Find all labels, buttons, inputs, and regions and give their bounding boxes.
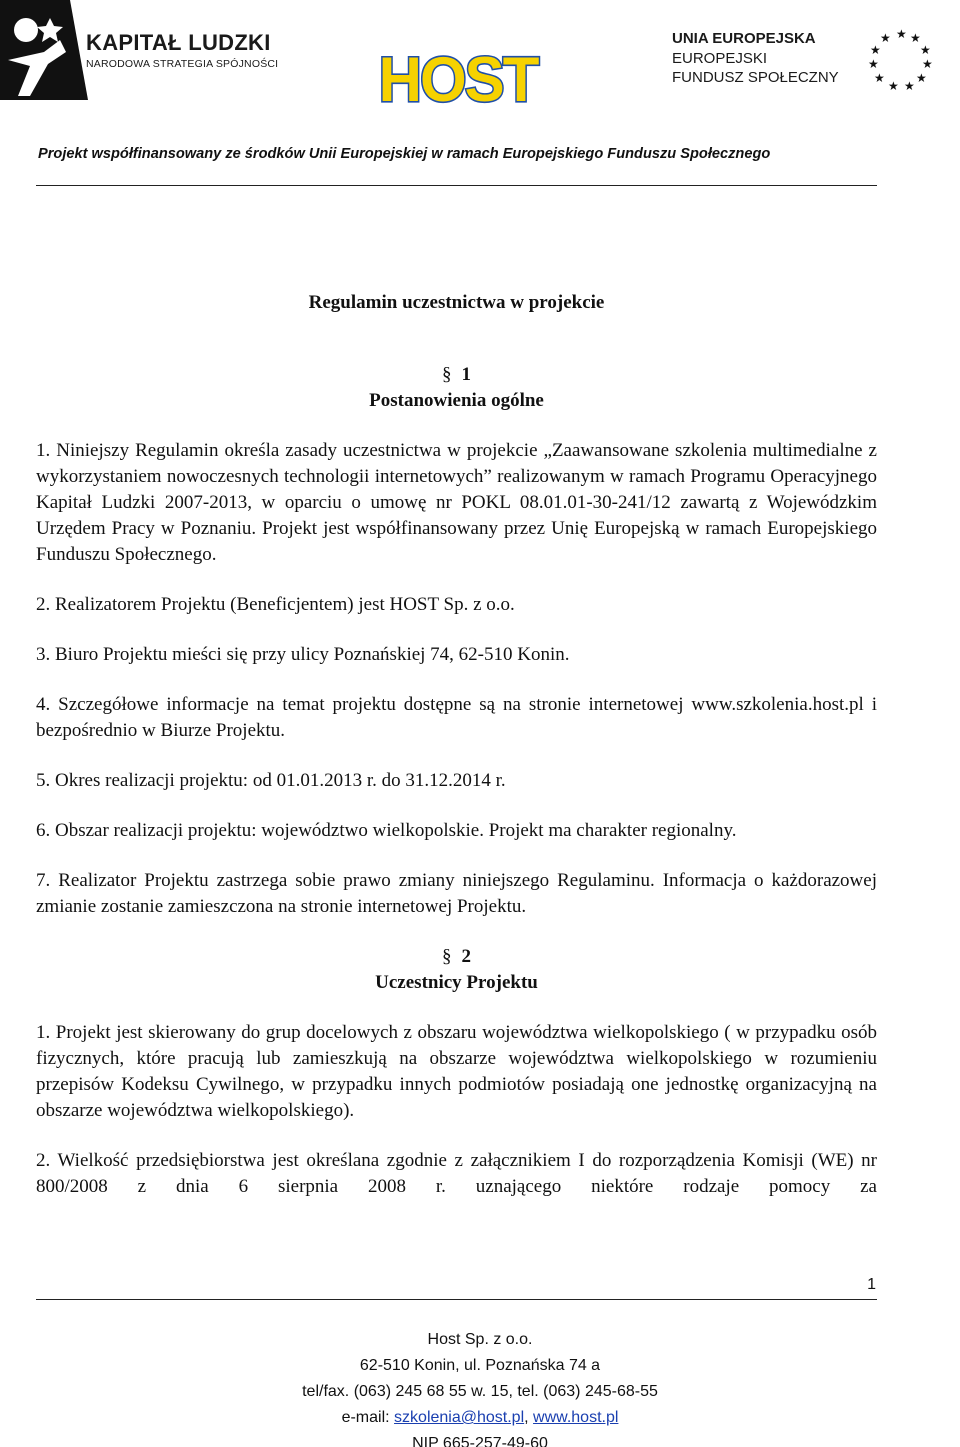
svg-text:★: ★ xyxy=(874,71,885,85)
section-1-paragraph: 1. Niniejszy Regulamin określa zasady uczestnictwa w projekcie „Zaawansowane szkolenia multimedialne z wykorzystaniem nowoczesnych technologii internetowych” realizowanym w ramach Programu Operacyjnego Kapitał Ludzki 2007-2013, w oparciu o umowę nr POKL 08.01.01-30-241/12 zawartą z Wojewódzkim Urzędem Pracy w Poznaniu. Projekt jest współfinansowany przez Unię Europejską w ramach Europejskiego Funduszu Społecznego. xyxy=(36,440,877,565)
svg-text:★: ★ xyxy=(904,79,915,92)
section-1-paragraph: 2. Realizatorem Projektu (Beneficjentem) jest HOST Sp. z o.o. xyxy=(36,594,515,615)
section-1-paragraph: 7. Realizator Projektu zastrzega sobie prawo zmiany niniejszego Regulaminu. Informacja o każdorazowej zmianie zostanie zamieszczona na stronie internetowej Projektu. xyxy=(36,870,877,917)
section-1-heading xyxy=(36,362,877,414)
section-1-paragraph: 4. Szczegółowe informacje na temat projektu dostępne są na stronie internetowej www.szkolenia.host.pl i bezpośrednio w Biurze Projektu. xyxy=(36,694,877,741)
kapital-ludzki-title: KAPITAŁ LUDZKI xyxy=(86,30,271,55)
section-1-paragraph: 6. Obszar realizacji projektu: województwo wielkopolskie. Projekt ma charakter regionalny. xyxy=(36,820,737,841)
document-body xyxy=(36,290,877,1224)
svg-text:★: ★ xyxy=(910,31,921,45)
eu-stars-icon xyxy=(860,26,940,92)
section-1-symbol: § xyxy=(442,364,452,385)
ue-efs-logo xyxy=(672,26,960,96)
svg-text:★: ★ xyxy=(896,27,907,41)
section-1-name: Postanowienia ogólne xyxy=(369,390,544,411)
kapital-ludzki-logo xyxy=(0,0,310,110)
kapital-ludzki-emblem-icon xyxy=(0,0,88,100)
footer-email-label: e-mail: xyxy=(341,1409,390,1426)
svg-text:★: ★ xyxy=(880,31,891,45)
footer-address: 62-510 Konin, ul. Poznańska 74 a xyxy=(359,1357,601,1374)
host-logo-text: HOST xyxy=(378,43,538,115)
svg-text:★: ★ xyxy=(916,71,927,85)
section-2-heading xyxy=(36,944,877,996)
section-2-paragraph: 1. Projekt jest skierowany do grup docelowych z obszaru województwa wielkopolskiego ( w przypadku osób fizycznych, które pracują lub zamieszkują na obszarze województwa wielkopolskiego w rozumieniu przepisów Kodeksu Cywilnego, w przypadku innych podmiotów posiadają one jednostkę organizacyjną na obszarze województwa wielkopolskiego). xyxy=(36,1022,877,1121)
svg-text:★: ★ xyxy=(870,43,881,57)
svg-text:★: ★ xyxy=(920,43,931,57)
host-logo xyxy=(378,40,538,118)
section-2-number: 2 xyxy=(461,946,471,967)
document-title: Regulamin uczestnictwa w projekcie xyxy=(308,292,605,313)
footer-phones: tel/fax. (063) 245 68 55 w. 15, tel. (063) 245-68-55 xyxy=(302,1383,658,1400)
section-2-symbol: § xyxy=(442,946,452,967)
section-1-paragraph: 5. Okres realizacji projektu: od 01.01.2013 r. do 31.12.2014 r. xyxy=(36,770,506,791)
header-divider xyxy=(36,185,877,186)
footer-company: Host Sp. z o.o. xyxy=(427,1331,533,1348)
footer-website-link[interactable]: www.host.pl xyxy=(533,1409,619,1426)
footer-contact xyxy=(0,1405,960,1431)
footer-separator: , xyxy=(524,1409,529,1426)
kapital-ludzki-subtitle: NARODOWA STRATEGIA SPÓJNOŚCI xyxy=(86,58,279,70)
page-number: 1 xyxy=(867,1276,876,1293)
section-1-paragraph: 3. Biuro Projektu mieści się przy ulicy Poznańskiej 74, 62-510 Konin. xyxy=(36,644,570,665)
ue-line-3: FUNDUSZ SPOŁECZNY xyxy=(672,69,839,86)
page-footer xyxy=(0,1327,960,1447)
footer-email-link[interactable]: szkolenia@host.pl xyxy=(394,1409,525,1426)
cofinancing-note: Projekt współfinansowany ze środków Unii Europejskiej w ramach Europejskiego Funduszu Społecznego xyxy=(38,146,771,162)
footer-nip: NIP 665-257-49-60 xyxy=(412,1435,548,1447)
svg-text:★: ★ xyxy=(922,57,933,71)
section-2-name: Uczestnicy Projektu xyxy=(375,972,538,993)
ue-line-1: UNIA EUROPEJSKA xyxy=(672,30,816,47)
section-2-paragraph: 2. Wielkość przedsiębiorstwa jest określana zgodnie z załącznikiem I do rozporządzenia Komisji (WE) nr 800/2008 z dnia 6 sierpnia 2008 r. uznającego niektóre rodzaje pomocy za xyxy=(36,1150,877,1197)
ue-line-2: EUROPEJSKI xyxy=(672,50,768,67)
page-header xyxy=(0,0,960,190)
svg-text:★: ★ xyxy=(868,57,879,71)
svg-text:★: ★ xyxy=(888,79,899,92)
footer-divider xyxy=(36,1299,877,1300)
section-1-number: 1 xyxy=(461,364,471,385)
